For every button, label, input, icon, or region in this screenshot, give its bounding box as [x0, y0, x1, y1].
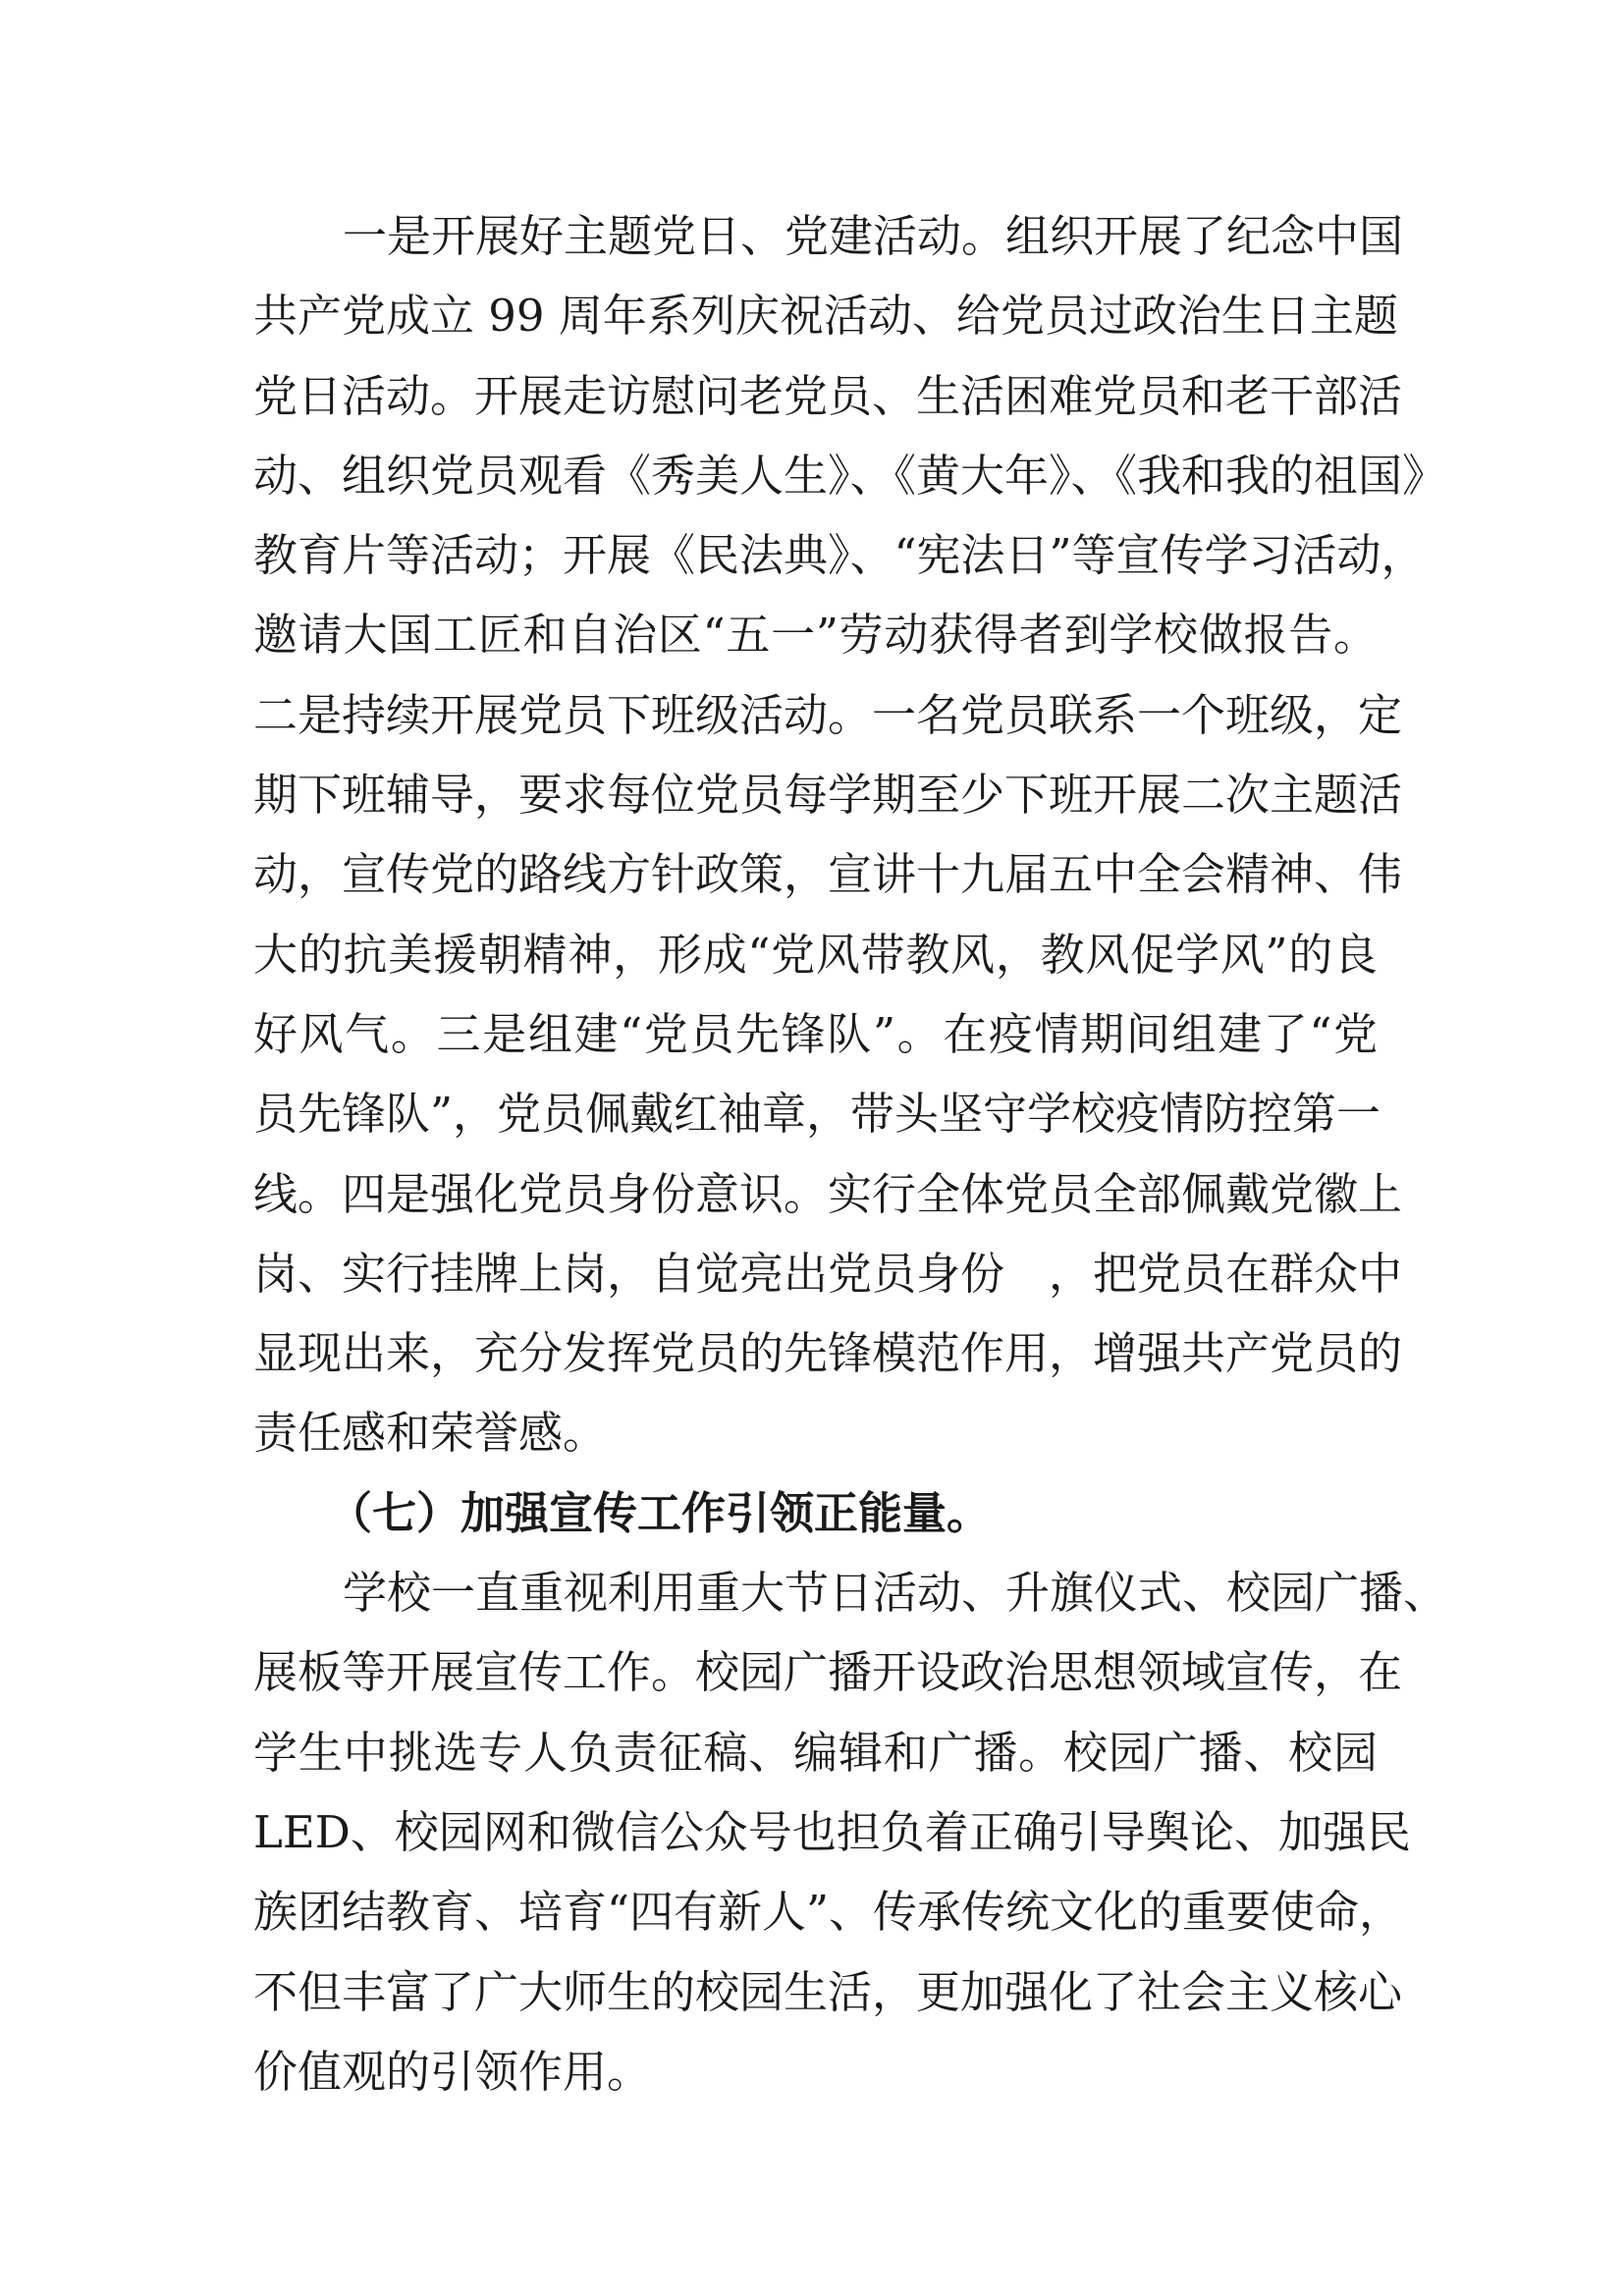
text-line: 岗、实行挂牌上岗，自觉亮出党员身份 ，把党员在群众中 — [253, 1247, 1403, 1300]
text-line: 动，宣传党的路线方针政策，宣讲十九届五中全会精神、伟 — [253, 848, 1403, 901]
text-line: 不但丰富了广大师生的校园生活，更加强化了社会主义核心 — [253, 1965, 1403, 2018]
text-line: 展板等开展宣传工作。校园广播开设政治思想领域宣传，在 — [253, 1646, 1403, 1699]
text-line: 学生中挑选专人负责征稿、编辑和广播。校园广播、校园 — [253, 1726, 1378, 1779]
text-line: 学校一直重视利用重大节日活动、升旗仪式、校园广播、 — [343, 1567, 1448, 1620]
paragraph-party-activities — [253, 196, 1447, 1473]
text-line: 族团结教育、培育“四有新人”、传承传统文化的重要使命， — [253, 1886, 1404, 1939]
text-line: 共产党成立 99 周年系列庆祝活动、给党员过政治生日主题 — [253, 290, 1398, 343]
text-line: 教育片等活动；开展《民法典》、“宪法日”等宣传学习活动， — [253, 529, 1426, 582]
paragraph-publicity-work — [253, 1553, 1448, 2111]
text-line: 党日活动。开展走访慰问老党员、生活困难党员和老干部活 — [253, 369, 1403, 422]
text-line: 员先锋队”，党员佩戴红袖章，带头坚守学校疫情防控第一 — [253, 1088, 1381, 1141]
text-line: 二是持续开展党员下班级活动。一名党员联系一个班级，定 — [253, 688, 1403, 741]
text-line: 邀请大国工匠和自治区“五一”劳动获得者到学校做报告。 — [253, 609, 1378, 662]
text-line: 期下班辅导，要求每位党员每学期至少下班开展二次主题活 — [253, 769, 1403, 822]
text-line: 显现出来，充分发挥党员的先锋模范作用，增强共产党员的 — [253, 1327, 1403, 1380]
text-line: 好风气。三是组建“党员先锋队”。在疫情期间组建了“党 — [253, 1007, 1378, 1060]
text-line: 线。四是强化党员身份意识。实行全体党员全部佩戴党徽上 — [253, 1167, 1403, 1220]
text-line: 动、组织党员观看《秀美人生》、《黄大年》、《我和我的祖国》 — [253, 449, 1447, 502]
document-body — [253, 196, 1448, 2111]
text-line: 大的抗美援朝精神，形成“党风带教风，教风促学风”的良 — [253, 928, 1378, 981]
section-heading: （七）加强宣传工作引领正能量。 — [328, 1486, 992, 1539]
text-line: 一是开展好主题党日、党建活动。组织开展了纪念中国 — [343, 210, 1404, 262]
text-line: 价值观的引领作用。 — [253, 2045, 652, 2098]
text-line: 责任感和荣誉感。 — [253, 1407, 608, 1460]
text-line: LED、校园网和微信公众号也担负着正确引导舆论、加强民 — [253, 1805, 1411, 1858]
